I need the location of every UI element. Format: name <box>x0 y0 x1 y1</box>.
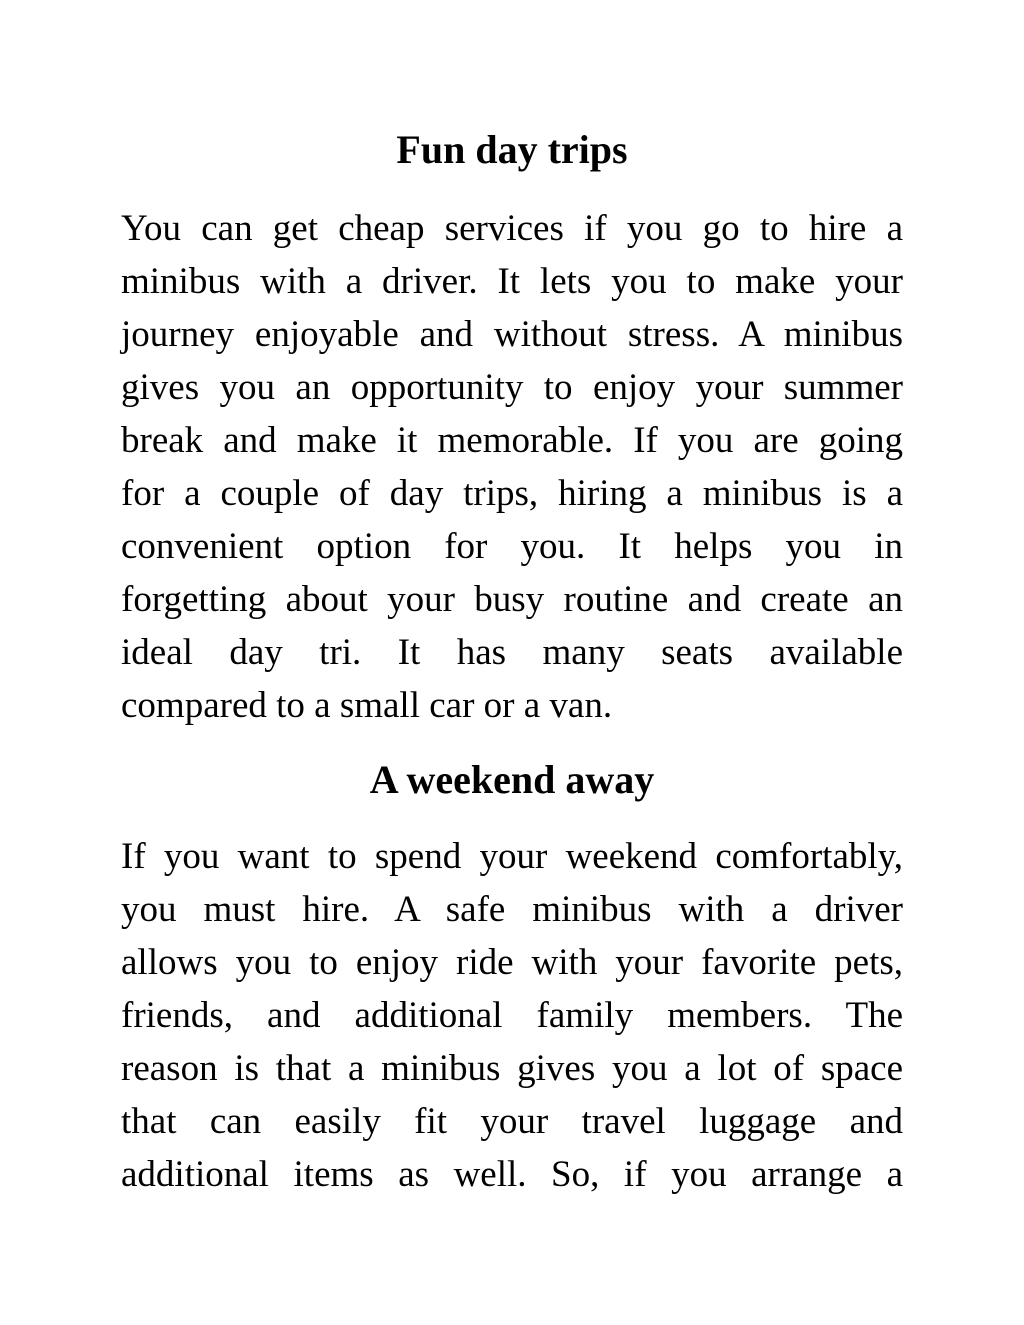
text-line: ideal day tri. It has many seats available <box>121 632 903 673</box>
text-line: gives you an opportunity to enjoy your summer <box>121 367 903 408</box>
text-line: reason is that a minibus gives you a lot of space <box>121 1048 903 1089</box>
text-line: break and make it memorable. If you are going <box>121 420 903 461</box>
text-line: minibus with a driver. It lets you to make your <box>121 261 903 302</box>
section-heading-fun-day-trips: Fun day trips <box>396 127 628 172</box>
text-line: compared to a small car or a van. <box>121 685 613 726</box>
text-line: additional items as well. So, if you arrange a <box>121 1154 903 1195</box>
text-line: you must hire. A safe minibus with a driver <box>121 889 903 930</box>
text-line: journey enjoyable and without stress. A minibus <box>121 314 903 355</box>
text-line: friends, and additional family members. The <box>121 995 903 1036</box>
document-page <box>121 120 903 1201</box>
text-line: You can get cheap services if you go to hire a <box>121 208 903 249</box>
text-line: forgetting about your busy routine and create an <box>121 579 903 620</box>
section-heading-weekend-away: A weekend away <box>369 757 655 802</box>
text-line: for a couple of day trips, hiring a minibus is a <box>121 473 903 514</box>
text-line: If you want to spend your weekend comfortably, <box>121 836 903 877</box>
text-line: allows you to enjoy ride with your favorite pets, <box>121 942 903 983</box>
paragraph-fun-day-trips <box>121 202 903 732</box>
paragraph-weekend-away <box>121 830 903 1201</box>
text-line: that can easily fit your travel luggage and <box>121 1101 903 1142</box>
text-line: convenient option for you. It helps you in <box>121 526 903 567</box>
